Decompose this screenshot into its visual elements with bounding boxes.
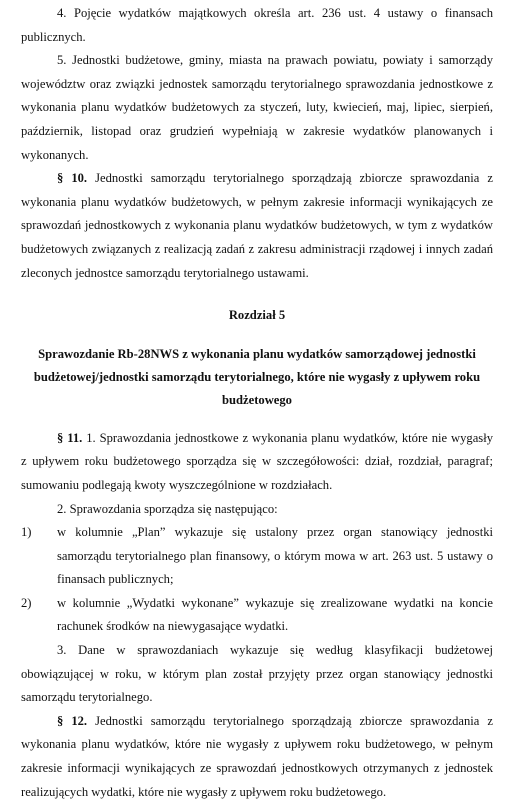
- paragraph-5: 5. Jednostki budżetowe, gminy, miasta na prawach powiatu, powiaty i samorządy województw oraz związki jednostek samorządu terytorialnego sprawozdania jednostkowe z wykonania planu wydatków budżetowych za styczeń, luty, kwiecień, maj, lipiec, sierpień, październik, listopad oraz grudzień wypełniają w zakresie wydatków planowanych i wykonanych.: [21, 53, 493, 162]
- list-item-number: 2): [21, 595, 32, 610]
- section-11-text: 1. Sprawozdania jednostkowe z wykonania planu wydatków, które nie wygasły z upływem roku budżetowego sporządza się w szczegółowości: dział, rozdział, paragraf; sumowaniu podlegają kwoty wyszczególnione w rozdziałach.: [21, 430, 493, 492]
- section-11-para-2: 2. Sprawozdania sporządza się następująco:: [57, 501, 278, 516]
- section-11-label: § 11.: [57, 430, 83, 445]
- list-item-text: w kolumnie „Wydatki wykonane” wykazuje się zrealizowane wydatki na koncie rachunek środków na niewygasające wydatki.: [57, 595, 493, 634]
- list-item: [21, 521, 493, 592]
- section-10: [21, 167, 493, 285]
- section-11-para-1: [21, 427, 493, 498]
- paragraph-4: 4. Pojęcie wydatków majątkowych określa art. 236 ust. 4 ustawy o finansach publicznych.: [21, 6, 493, 44]
- section-10-text: Jednostki samorządu terytorialnego sporządzają zbiorcze sprawozdania z wykonania planu wydatków budżetowych, w pełnym zakresie informacji wynikających ze sprawozdań jednostkowych z wykonania planu wydatków budżetowych, w tym z wydatków budżetowych związanych z realizacją zadań z zakresu administracji rządowej i innych zadań zleconych jednostce samorządu terytorialnego ustawami.: [21, 171, 493, 280]
- section-11-para-3: 3. Dane w sprawozdaniach wykazuje się według klasyfikacji budżetowej obowiązującej w roku, w którym plan został przyjęty przez organ stanowiący jednostki samorządu terytorialnego.: [21, 643, 493, 705]
- section-12-text: Jednostki samorządu terytorialnego sporządzają zbiorcze sprawozdania z wykonania planu wydatków, które nie wygasły z upływem roku budżetowego, w pełnym zakresie informacji wynikających ze sprawozdań jednostkowych otrzymanych z jednostek realizujących wydatki, które nie wygasły z upływem roku budżetowego.: [21, 713, 493, 799]
- list-item-text: w kolumnie „Plan” wykazuje się ustalony przez organ stanowiący jednostki samorządu terytorialnego plan finansowy, o którym mowa w art. 263 ust. 5 ustawy o finansach publicznych;: [57, 525, 493, 587]
- list-item-number: 1): [21, 525, 32, 540]
- list-item: [21, 592, 493, 639]
- section-10-label: § 10.: [57, 171, 88, 186]
- chapter-title: Rozdział 5: [228, 308, 286, 323]
- chapter-heading: Sprawozdanie Rb-28NWS z wykonania planu wydatków samorządowej jednostki budżetowej/jednostki samorządu terytorialnego, które nie wygasły z upływem roku budżetowego: [33, 346, 481, 407]
- section-12-label: § 12.: [57, 713, 88, 728]
